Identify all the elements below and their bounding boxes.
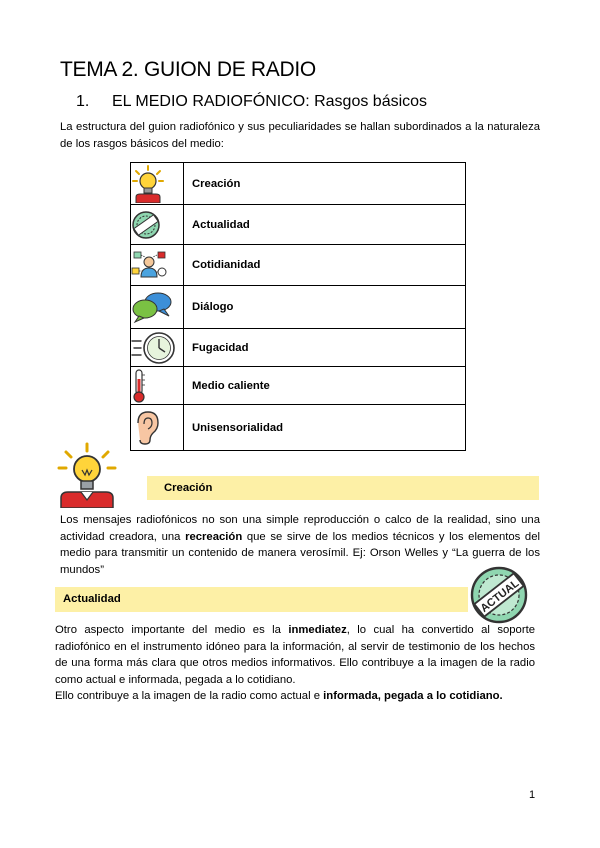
fast-clock-icon [131,331,177,365]
actualidad-text: Ello contribuye a la imagen de la radio como actual e [55,690,324,702]
traits-table [130,162,466,451]
actualidad-icon-wrap [470,566,528,624]
actualidad-heading: Actualidad [63,593,121,605]
section-title: EL MEDIO RADIOFÓNICO: Rasgos básicos [112,93,428,110]
trait-label: Creación [184,163,466,205]
page-title: TEMA 2. GUION DE RADIO [60,58,316,81]
trait-icon-cell [131,329,184,367]
actualidad-bold-text: inmediatez [288,624,347,636]
actualidad-bold-text: informada, pegada a lo cotidiano. [323,690,503,702]
thermometer-icon [131,369,147,403]
creacion-icon-wrap [55,442,119,508]
actualidad-heading-band [55,587,468,612]
speech-bubbles-icon [131,291,173,323]
section-number: 1. [76,93,90,110]
lightbulb-icon [55,442,119,508]
creacion-bold-text: recreación [185,530,243,543]
trait-icon-cell [131,163,184,205]
trait-icon-cell [131,286,184,329]
trait-label: Cotidianidad [184,245,466,286]
actual-stamp-icon [131,210,161,240]
actualidad-paragraph [55,622,535,705]
trait-label: Medio caliente [184,367,466,405]
actualidad-text: Otro aspecto importante del medio es la [55,624,289,636]
ear-icon [131,410,161,446]
actual-stamp-text: ACTUAL [478,577,522,615]
trait-label: Fugacidad [184,329,466,367]
trait-row [131,405,466,451]
creacion-heading-band [147,476,539,500]
trait-icon-cell [131,205,184,245]
trait-icon-cell [131,405,184,451]
trait-row [131,205,466,245]
trait-row [131,245,466,286]
trait-icon-cell [131,367,184,405]
trait-row [131,367,466,405]
intro-paragraph: La estructura del guion radiofónico y sus peculiaridades se hallan subordinados a la naturaleza de los rasgos básicos del medio: [60,121,540,150]
lightbulb-icon [131,165,165,203]
creacion-text: Los mensajes radiofónicos no son una simple reproducción o calco de la realidad, sino una actividad creadora, una [60,514,540,543]
creacion-paragraph [60,512,540,578]
trait-row [131,163,466,205]
trait-icon-cell [131,245,184,286]
creacion-heading: Creación [164,482,213,494]
creacion-text: que se sirve de los medios técnicos y los elementos del medio para transmitir un contenido de manera verosímil. Ej: Orson Welles y “La guerra de los mundos” [60,530,541,576]
trait-label: Unisensorialidad [184,405,466,451]
daily-routine-icon [131,249,167,281]
trait-row [131,286,466,329]
page-number: 1 [529,789,536,801]
trait-row [131,329,466,367]
trait-label: Actualidad [184,205,466,245]
section-heading [76,93,427,111]
actual-stamp-icon [470,566,528,624]
actualidad-text: , lo cual ha convertido al soporte radiofónico en el instrumento idóneo para la información, al servir de testimonio de los hechos de una forma más clara que otros medios informativos. Ello contribuye a la imagen de la radio como actual e informada, pegada a lo cotidiano. [55,624,535,686]
trait-label: Diálogo [184,286,466,329]
